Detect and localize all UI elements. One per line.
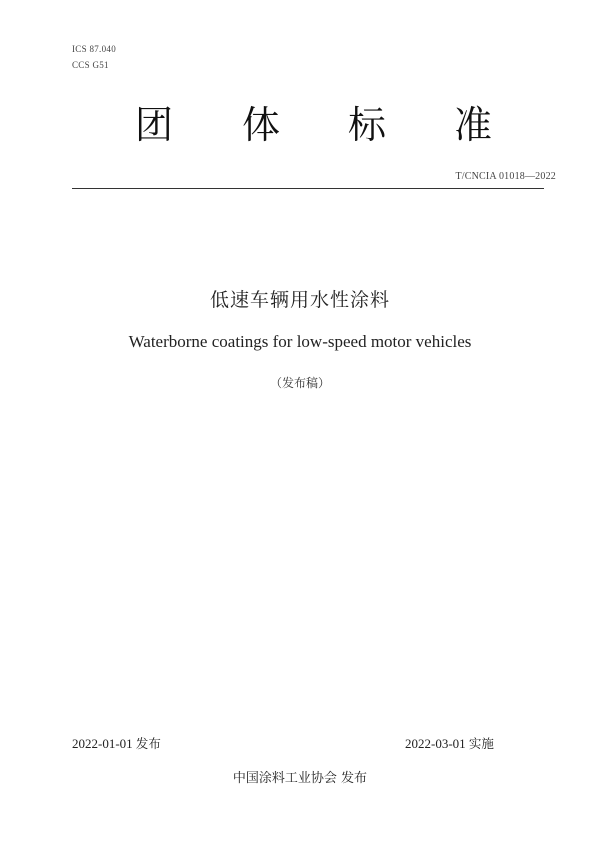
implement-date-line	[405, 734, 494, 752]
publish-label: 发布	[135, 736, 161, 751]
standard-type-char: 标	[348, 103, 387, 147]
publish-date: 2022-01-01	[72, 736, 133, 751]
standard-type-char: 准	[454, 103, 493, 147]
draft-status-label: （发布稿）	[269, 376, 330, 390]
title-chinese: 低速车辆用水性涂料	[209, 289, 390, 311]
publisher-line: 中国涂料工业协会 发布	[232, 771, 368, 786]
standard-type-char: 团	[135, 103, 174, 147]
implement-label: 实施	[468, 736, 494, 751]
standard-number: T/CNCIA 01018—2022	[455, 171, 556, 182]
ccs-code: CCS G51	[72, 60, 109, 70]
ics-code: ICS 87.040	[72, 44, 117, 54]
publish-date-line	[72, 734, 161, 752]
standard-type-heading	[0, 100, 600, 150]
header-divider	[72, 188, 544, 189]
implement-date: 2022-03-01	[405, 736, 466, 751]
title-english: Waterborne coatings for low-speed motor vehicles	[128, 332, 472, 351]
standard-type-char: 体	[242, 103, 281, 147]
